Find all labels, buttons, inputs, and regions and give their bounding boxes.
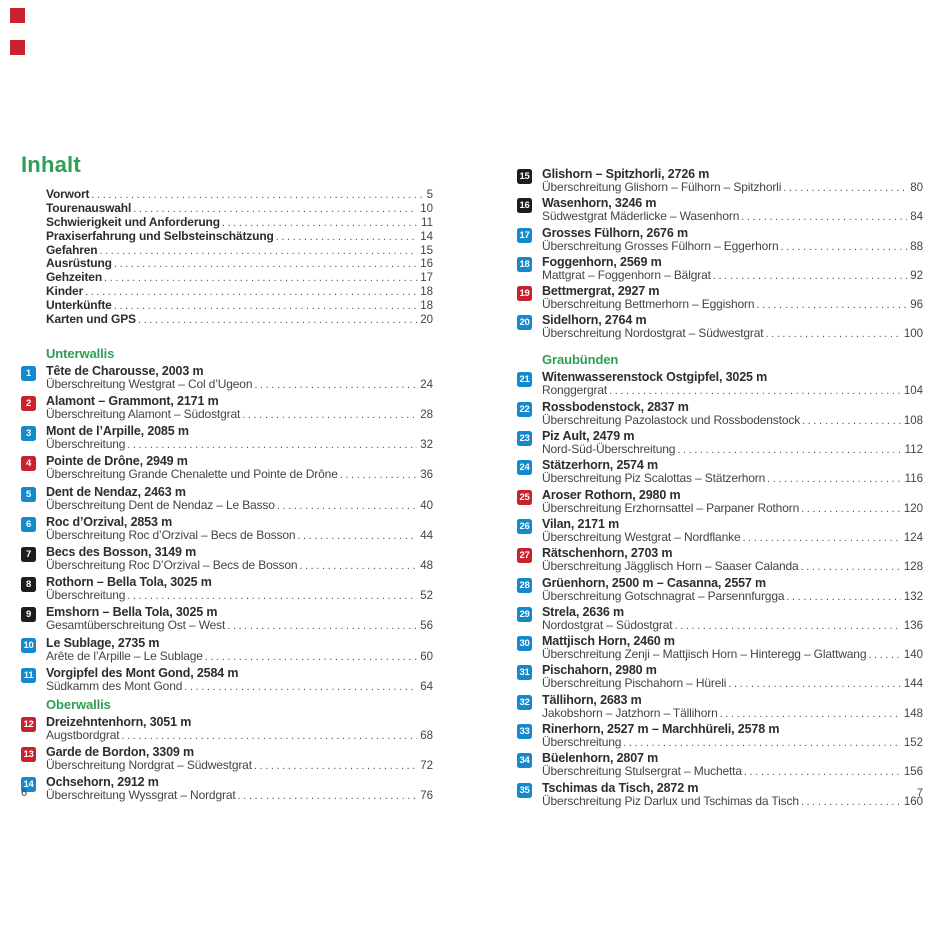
tour-entry[interactable] (517, 664, 923, 691)
tour-entry[interactable] (517, 430, 923, 457)
toc-row[interactable] (46, 313, 433, 327)
tour-route: Überschreitung (46, 588, 126, 603)
tour-route: Überschreitung Gotschnagrat – Parsennfurgga (542, 588, 785, 603)
tour-title: Rossbodenstock, 2837 m (542, 399, 689, 414)
dot-leader (242, 409, 417, 422)
tour-route: Überschreitung Nordgrat – Südwestgrat (46, 757, 252, 772)
tour-page: 76 (420, 790, 433, 803)
tour-entry[interactable] (21, 395, 433, 422)
tour-route: Überschreitung Roc D’Orzival – Becs de Bosson (46, 558, 298, 573)
tour-number-badge: 24 (517, 460, 532, 475)
toc-row[interactable] (46, 230, 433, 244)
tour-route: Überschreitung Erzhornsattel – Parpaner Rothorn (542, 500, 800, 515)
tour-entry[interactable] (517, 285, 923, 312)
corner-mark (10, 40, 25, 55)
tour-title: Ochsehorn, 2912 m (46, 775, 159, 790)
tour-page: 96 (910, 299, 923, 312)
toc-row-label: Unterkünfte (46, 298, 112, 313)
tour-number-badge: 35 (517, 783, 532, 798)
tour-route: Überschreitung Pazolastock und Rossbodenstock (542, 412, 801, 427)
tour-number-badge: 33 (517, 724, 532, 739)
tour-route: Ronggergrat (542, 383, 608, 398)
left-sections (21, 347, 433, 803)
tour-route: Überschreitung Grosses Fülhorn – Eggerhorn (542, 238, 779, 253)
tour-page: 48 (420, 560, 433, 573)
page-title: Inhalt (21, 152, 81, 177)
tour-page: 112 (904, 444, 923, 457)
toc-row[interactable] (46, 271, 433, 285)
dot-leader (276, 231, 418, 245)
tour-entry[interactable] (517, 489, 923, 516)
tour-page: 100 (903, 328, 923, 341)
tour-route: Gesamtüberschreitung Ost – West (46, 618, 226, 633)
dot-leader (114, 258, 417, 272)
dot-leader (104, 272, 417, 286)
tour-page: 136 (903, 619, 923, 632)
dot-leader (744, 766, 901, 779)
toc-row-label: Karten und GPS (46, 312, 136, 327)
dot-leader (277, 500, 417, 513)
tour-number-badge: 16 (517, 198, 532, 213)
toc-row-page: 10 (420, 202, 433, 215)
tour-title: Tällihorn, 2683 m (542, 692, 642, 707)
tour-page: 28 (420, 409, 433, 422)
tour-number-badge: 5 (21, 487, 36, 502)
tour-route: Überschreitung Zenji – Mattjisch Horn – Hinteregg – Glattwang (542, 647, 867, 662)
page-right (517, 168, 923, 811)
tour-page: 160 (903, 795, 923, 808)
tour-route: Augstbordgrat (46, 727, 120, 742)
tour-entry[interactable] (517, 401, 923, 428)
toc-row-label: Gehzeiten (46, 270, 102, 285)
tour-title: Pointe de Drône, 2949 m (46, 454, 188, 469)
tour-number-badge: 20 (517, 315, 532, 330)
tour-entry[interactable] (517, 459, 923, 486)
tour-page: 64 (420, 680, 433, 693)
tour-title: Mont de l’Arpille, 2085 m (46, 424, 189, 439)
tour-entry[interactable] (517, 752, 923, 779)
tour-route: Überschreitung Jägglisch Horn – Saaser Calanda (542, 559, 799, 574)
dot-leader (801, 503, 901, 516)
tour-route: Überschreitung Wyssgrat – Nordgrat (46, 788, 236, 803)
tour-route: Jakobshorn – Jatzhorn – Tällihorn (542, 705, 718, 720)
front-matter-list (46, 188, 433, 327)
tour-title: Dent de Nendaz, 2463 m (46, 484, 186, 499)
right-sections (517, 168, 923, 809)
dot-leader (786, 591, 900, 604)
dot-leader (713, 270, 907, 283)
tour-number-badge: 8 (21, 577, 36, 592)
tour-title: Vilan, 2171 m (542, 516, 620, 531)
dot-leader (121, 730, 417, 743)
tour-title: Pischahorn, 2980 m (542, 663, 657, 678)
toc-row-page: 16 (420, 258, 433, 271)
tour-number-badge: 30 (517, 636, 532, 651)
dot-leader (765, 328, 900, 341)
tour-title: Büelenhorn, 2807 m (542, 751, 659, 766)
tour-title: Becs des Bosson, 3149 m (46, 545, 197, 560)
tour-number-badge: 17 (517, 228, 532, 243)
dot-leader (127, 439, 417, 452)
tour-page: 68 (420, 729, 433, 742)
dot-leader (674, 620, 900, 633)
tour-entry[interactable] (517, 314, 923, 341)
tour-number-badge: 2 (21, 396, 36, 411)
tour-entry[interactable] (21, 546, 433, 573)
tour-page: 84 (910, 211, 923, 224)
tour-title: Witenwasserenstock Ostgipfel, 3025 m (542, 370, 768, 385)
dot-leader (138, 314, 417, 328)
tour-page: 116 (904, 473, 923, 486)
tour-entry[interactable] (517, 227, 923, 254)
dot-leader (728, 678, 900, 691)
tour-page: 108 (903, 414, 923, 427)
tour-title: Grüenhorn, 2500 m – Casanna, 2557 m (542, 575, 767, 590)
tour-number-badge: 19 (517, 286, 532, 301)
tour-route: Arête de l’Arpille – Le Sublage (46, 648, 203, 663)
tour-route: Überschreitung (46, 437, 126, 452)
tour-entry[interactable] (517, 577, 923, 604)
dot-leader (720, 708, 901, 721)
tour-title: Piz Ault, 2479 m (542, 429, 635, 444)
section-heading: Oberwallis (46, 696, 111, 712)
tour-page: 24 (420, 378, 433, 391)
tour-title: Rothorn – Bella Tola, 3025 m (46, 575, 212, 590)
tour-title: Aroser Rothorn, 2980 m (542, 487, 681, 502)
tour-route: Überschreitung Dent de Nendaz – Le Basso (46, 497, 275, 512)
tour-number-badge: 29 (517, 607, 532, 622)
tour-number-badge: 22 (517, 402, 532, 417)
tour-entry[interactable] (21, 576, 433, 603)
tour-entry[interactable] (21, 776, 433, 803)
tour-title: Tschimas da Tisch, 2872 m (542, 780, 699, 795)
dot-leader (91, 189, 423, 203)
tour-page: 128 (903, 561, 923, 574)
tour-number-badge: 4 (21, 456, 36, 471)
toc-row-page: 17 (420, 272, 433, 285)
tour-number-badge: 14 (21, 777, 36, 792)
tour-entry[interactable] (21, 455, 433, 482)
tour-entry[interactable] (517, 197, 923, 224)
corner-mark (10, 8, 25, 23)
tour-number-badge: 13 (21, 747, 36, 762)
tour-entry[interactable] (517, 518, 923, 545)
tour-page: 60 (420, 650, 433, 663)
tour-page: 152 (903, 737, 923, 750)
dot-leader (340, 469, 417, 482)
tour-page: 56 (420, 620, 433, 633)
tour-number-badge: 27 (517, 548, 532, 563)
dot-leader (767, 473, 902, 486)
tour-title: Tête de Charousse, 2003 m (46, 363, 204, 378)
toc-row-label: Praxiserfahrung und Selbsteinschätzung (46, 228, 274, 243)
dot-leader (297, 530, 417, 543)
tour-page: 36 (420, 469, 433, 482)
tour-title: Rinerhorn, 2527 m – Marchhüreli, 2578 m (542, 722, 780, 737)
tour-page: 32 (420, 439, 433, 452)
tour-entry[interactable] (21, 667, 433, 694)
toc-row-page: 11 (421, 216, 433, 229)
dot-leader (677, 444, 901, 457)
tour-title: Strela, 2636 m (542, 604, 624, 619)
tour-entry[interactable] (517, 371, 923, 398)
dot-leader (868, 649, 900, 662)
tour-number-badge: 32 (517, 695, 532, 710)
tour-route: Überschreitung Piz Scalottas – Stätzerhorn (542, 471, 766, 486)
section-heading: Graubünden (542, 352, 619, 368)
tour-page: 120 (903, 502, 923, 515)
dot-leader (127, 590, 417, 603)
tour-route: Überschreitung Westgrat – Nordflanke (542, 529, 741, 544)
dot-leader (783, 182, 907, 195)
tour-entry[interactable] (21, 365, 433, 392)
tour-route: Überschreitung Alamont – Südostgrat (46, 407, 241, 422)
tour-title: Sidelhorn, 2764 m (542, 313, 647, 328)
dot-leader (623, 737, 901, 750)
toc-row-label: Gefahren (46, 242, 98, 257)
tour-entry[interactable] (21, 746, 433, 773)
tour-page: 52 (420, 590, 433, 603)
dot-leader (114, 300, 418, 314)
tour-route: Südkamm des Mont Gond (46, 678, 183, 693)
page-number-right: 7 (916, 787, 923, 799)
toc-row-label: Schwierigkeit und Anforderung (46, 214, 220, 229)
tour-entry[interactable] (21, 637, 433, 664)
tour-number-badge: 12 (21, 717, 36, 732)
tour-title: Dreizehntenhorn, 3051 m (46, 714, 192, 729)
tour-route: Überschreitung Roc d’Orzival – Becs de Bosson (46, 527, 296, 542)
dot-leader (801, 561, 901, 574)
toc-row[interactable] (46, 202, 433, 216)
tour-title: Rätschenhorn, 2703 m (542, 546, 673, 561)
tour-entry[interactable] (517, 168, 923, 195)
tour-title: Glishorn – Spitzhorli, 2726 m (542, 167, 710, 181)
tour-number-badge: 21 (517, 372, 532, 387)
tour-page: 144 (903, 678, 923, 691)
page-left (21, 152, 433, 806)
tour-page: 40 (420, 499, 433, 512)
tour-number-badge: 28 (517, 578, 532, 593)
toc-row-page: 20 (420, 314, 433, 327)
tour-page: 148 (903, 707, 923, 720)
tour-route: Überschreitung Bettmerhorn – Eggishorn (542, 297, 755, 312)
tour-entry[interactable] (21, 486, 433, 513)
tour-number-badge: 18 (517, 257, 532, 272)
toc-row-page: 18 (420, 286, 433, 299)
tour-entry[interactable] (517, 635, 923, 662)
dot-leader (299, 560, 417, 573)
tour-title: Foggenhorn, 2569 m (542, 254, 662, 269)
toc-row[interactable] (46, 216, 433, 230)
tour-title: Alamont – Grammont, 2171 m (46, 394, 219, 409)
dot-leader (238, 790, 418, 803)
tour-title: Le Sublage, 2735 m (46, 635, 160, 650)
tour-page: 104 (903, 385, 923, 398)
tour-route: Überschreitung Grande Chenalette und Pointe de Drône (46, 467, 338, 482)
tour-route: Überschreitung Westgrat – Col d’Ugeon (46, 376, 253, 391)
tour-route: Überschreitung Piz Darlux und Tschimas da Tisch (542, 793, 799, 808)
section-heading: Unterwallis (46, 345, 115, 361)
tour-number-badge: 26 (517, 519, 532, 534)
tour-page: 80 (910, 182, 923, 194)
tour-title: Bettmergrat, 2927 m (542, 284, 660, 299)
tour-number-badge: 1 (21, 366, 36, 381)
toc-row-label: Vorwort (46, 187, 90, 201)
tour-page: 88 (910, 240, 923, 253)
toc-row-page: 5 (426, 189, 433, 201)
toc-row[interactable] (46, 257, 433, 271)
dot-leader (254, 379, 417, 392)
tour-entry[interactable] (517, 547, 923, 574)
tour-number-badge: 31 (517, 665, 532, 680)
tour-number-badge: 9 (21, 607, 36, 622)
tour-route: Überschreitung (542, 735, 622, 750)
toc-row-page: 18 (420, 300, 433, 313)
tour-title: Mattjisch Horn, 2460 m (542, 634, 675, 649)
tour-route: Mattgrat – Foggenhorn – Bälgrat (542, 267, 711, 282)
tour-entry[interactable] (517, 723, 923, 750)
tour-page: 124 (903, 531, 923, 544)
toc-row[interactable] (46, 299, 433, 313)
dot-leader (85, 286, 417, 300)
dot-leader (205, 651, 417, 664)
tour-entry[interactable] (21, 425, 433, 452)
tour-title: Wasenhorn, 3246 m (542, 196, 657, 211)
tour-number-badge: 25 (517, 490, 532, 505)
dot-leader (742, 532, 900, 545)
tour-route: Überschreitung Glishorn – Fülhorn – Spitzhorli (542, 180, 782, 194)
tour-route: Nord-Süd-Überschreitung (542, 442, 676, 457)
tour-entry[interactable] (21, 716, 433, 743)
tour-page: 140 (903, 649, 923, 662)
tour-entry[interactable] (21, 606, 433, 633)
tour-title: Roc d’Orzival, 2853 m (46, 514, 173, 529)
page-number-left: 6 (21, 787, 28, 799)
tour-route: Überschreitung Nordostgrat – Südwestgrat (542, 326, 764, 341)
tour-route: Nordostgrat – Südostgrat (542, 617, 673, 632)
tour-entry[interactable] (517, 606, 923, 633)
tour-title: Vorgipfel des Mont Gond, 2584 m (46, 665, 239, 680)
tour-number-badge: 34 (517, 753, 532, 768)
tour-page: 92 (910, 269, 923, 282)
tour-page: 132 (903, 590, 923, 603)
tour-number-badge: 7 (21, 547, 36, 562)
dot-leader (254, 760, 417, 773)
toc-row[interactable] (46, 285, 433, 299)
tour-title: Grosses Fülhorn, 2676 m (542, 225, 688, 240)
tour-number-badge: 11 (21, 668, 36, 683)
tour-page: 72 (420, 759, 433, 772)
tour-page: 44 (420, 529, 433, 542)
tour-number-badge: 6 (21, 517, 36, 532)
dot-leader (741, 211, 907, 224)
tour-number-badge: 10 (21, 638, 36, 653)
toc-row[interactable] (46, 188, 433, 202)
tour-entry[interactable] (517, 256, 923, 283)
tour-route: Überschreitung Stulsergrat – Muchetta (542, 764, 742, 779)
tour-route: Südwestgrat Mäderlicke – Wasenhorn (542, 209, 740, 224)
tour-entry[interactable] (517, 694, 923, 721)
toc-row-label: Tourenauswahl (46, 200, 132, 215)
toc-row-label: Ausrüstung (46, 256, 112, 271)
dot-leader (781, 241, 908, 254)
tour-title: Garde de Bordon, 3309 m (46, 744, 194, 759)
tour-page: 156 (903, 766, 923, 779)
tour-title: Emshorn – Bella Tola, 3025 m (46, 605, 218, 620)
dot-leader (227, 620, 417, 633)
tour-number-badge: 15 (517, 169, 532, 184)
tour-entry[interactable] (21, 516, 433, 543)
dot-leader (756, 299, 907, 312)
tour-number-badge: 3 (21, 426, 36, 441)
dot-leader (184, 681, 417, 694)
tour-title: Stätzerhorn, 2574 m (542, 458, 658, 473)
dot-leader (99, 245, 417, 259)
toc-row-page: 15 (420, 244, 433, 257)
dot-leader (609, 385, 901, 398)
tour-route: Überschreitung Pischahorn – Hüreli (542, 676, 727, 691)
toc-row-page: 14 (420, 230, 433, 243)
dot-leader (802, 415, 901, 428)
tour-number-badge: 23 (517, 431, 532, 446)
toc-row[interactable] (46, 244, 433, 258)
toc-row-label: Kinder (46, 284, 84, 299)
